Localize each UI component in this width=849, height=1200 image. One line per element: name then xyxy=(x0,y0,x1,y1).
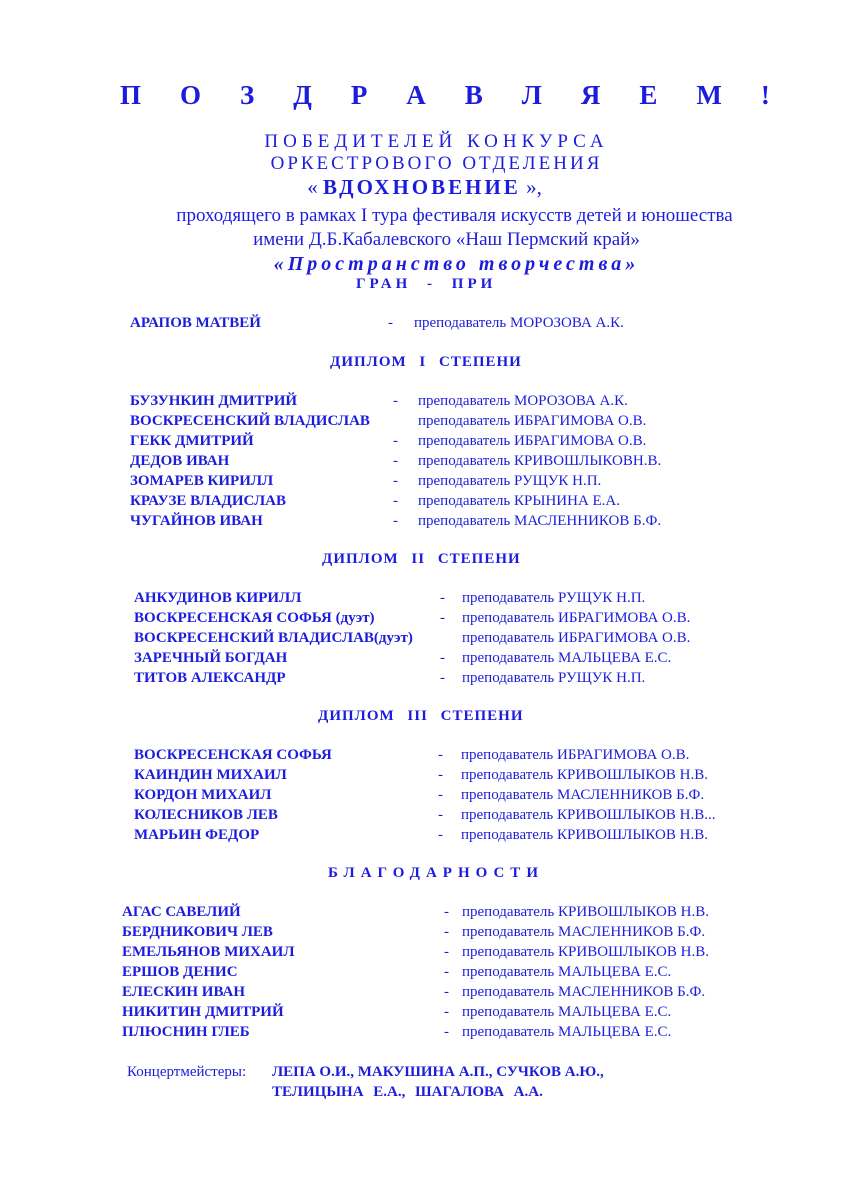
contest-title: ВДОХНОВЕНИЕ xyxy=(322,175,521,199)
row-dash: - xyxy=(438,827,443,843)
teacher-name: преподаватель МАЛЬЦЕВА Е.С. xyxy=(462,1024,672,1040)
teacher-name: преподаватель КРИВОШЛЫКОВ Н.В. xyxy=(462,944,709,960)
title-letter: Е xyxy=(639,80,658,110)
award-row xyxy=(0,590,849,610)
award-row xyxy=(0,747,849,767)
title-letter: Р xyxy=(350,80,368,110)
title-letter: ! xyxy=(760,80,770,110)
award-row xyxy=(0,767,849,787)
teacher-name: преподаватель МАЛЬЦЕВА Е.С. xyxy=(462,964,672,980)
subtitle-line-2: ОРКЕСТРОВОГО ОТДЕЛЕНИЯ xyxy=(270,153,603,174)
award-row xyxy=(0,650,849,670)
student-name: КОЛЕСНИКОВ ЛЕВ xyxy=(134,807,278,823)
award-row xyxy=(0,827,849,847)
award-row xyxy=(0,610,849,630)
quote-close: », xyxy=(526,175,542,199)
teacher-name: преподаватель КРИВОШЛЫКОВ Н.В. xyxy=(461,767,708,783)
student-name: ГЕКК ДМИТРИЙ xyxy=(130,433,254,449)
row-dash: - xyxy=(440,610,445,626)
title-letter: М xyxy=(696,80,722,110)
festival-line-2: имени Д.Б.Кабалевского «Наш Пермский край» xyxy=(253,229,640,250)
award-row xyxy=(0,453,849,473)
row-dash: - xyxy=(444,904,449,920)
row-dash: - xyxy=(393,493,398,509)
teacher-name: преподаватель ИБРАГИМОВА О.В. xyxy=(418,433,647,449)
row-dash: - xyxy=(438,807,443,823)
row-dash: - xyxy=(438,747,443,763)
teacher-name: преподаватель МАЛЬЦЕВА Е.С. xyxy=(462,650,672,666)
award-row xyxy=(0,904,849,924)
title-letter: В xyxy=(464,80,483,110)
title-letter: О xyxy=(180,80,202,110)
award-row xyxy=(0,670,849,690)
award-row xyxy=(0,964,849,984)
teacher-name: преподаватель КРИВОШЛЫКОВН.В. xyxy=(418,453,662,469)
student-name: АРАПОВ МАТВЕЙ xyxy=(130,315,261,331)
teacher-name: преподаватель РУЩУК Н.П. xyxy=(462,670,646,686)
student-name: КОРДОН МИХАИЛ xyxy=(134,787,272,803)
section-heading-diploma3: ДИПЛОМ III СТЕПЕНИ xyxy=(318,708,524,724)
student-name: ЗАРЕЧНЫЙ БОГДАН xyxy=(134,650,288,666)
award-row xyxy=(0,513,849,533)
teacher-name: преподаватель КРИВОШЛЫКОВ Н.В. xyxy=(461,827,708,843)
teacher-name: преподаватель КРИВОШЛЫКОВ Н.В... xyxy=(461,807,716,823)
teacher-name: преподаватель КРЫНИНА Е.А. xyxy=(418,493,621,509)
festival-line-1: проходящего в рамках I тура фестиваля искусств детей и юношества xyxy=(176,205,733,226)
section-heading-thanks: БЛАГОДАРНОСТИ xyxy=(328,865,544,881)
teacher-name: преподаватель МАСЛЕННИКОВ Б.Ф. xyxy=(461,787,705,803)
award-row xyxy=(0,315,849,335)
teacher-name: преподаватель ИБРАГИМОВА О.В. xyxy=(461,747,690,763)
teacher-name: преподаватель МОРОЗОВА А.К. xyxy=(418,393,628,409)
award-row xyxy=(0,787,849,807)
row-dash: - xyxy=(438,787,443,803)
award-row xyxy=(0,473,849,493)
student-name: ЕРШОВ ДЕНИС xyxy=(122,964,238,980)
row-dash: - xyxy=(444,984,449,1000)
award-row xyxy=(0,413,849,433)
award-row xyxy=(0,924,849,944)
section-heading-diploma1: ДИПЛОМ I СТЕПЕНИ xyxy=(330,354,522,370)
teacher-name: преподаватель ИБРАГИМОВА О.В. xyxy=(418,413,647,429)
title-letter: З xyxy=(240,80,255,110)
festival-motto: «Пространство творчества» xyxy=(273,253,640,275)
row-dash: - xyxy=(444,964,449,980)
teacher-name: преподаватель МАСЛЕННИКОВ Б.Ф. xyxy=(462,924,706,940)
award-row xyxy=(0,493,849,513)
teacher-name: преподаватель МАЛЬЦЕВА Е.С. xyxy=(462,1004,672,1020)
row-dash: - xyxy=(440,650,445,666)
student-name: НИКИТИН ДМИТРИЙ xyxy=(122,1004,284,1020)
teacher-name: преподаватель КРИВОШЛЫКОВ Н.В. xyxy=(462,904,709,920)
page-title xyxy=(120,80,770,111)
award-row xyxy=(0,433,849,453)
contest-name xyxy=(0,175,849,200)
student-name: ЧУГАЙНОВ ИВАН xyxy=(130,513,263,529)
student-name: КРАУЗЕ ВЛАДИСЛАВ xyxy=(130,493,287,509)
teacher-name: преподаватель РУЩУК Н.П. xyxy=(418,473,602,489)
student-name: АГАС САВЕЛИЙ xyxy=(122,904,241,920)
title-letter: Я xyxy=(580,80,601,110)
award-row xyxy=(0,393,849,413)
student-name: АНКУДИНОВ КИРИЛЛ xyxy=(134,590,302,606)
row-dash: - xyxy=(393,473,398,489)
student-name: МАРЬИН ФЕДОР xyxy=(134,827,260,843)
title-letter: Л xyxy=(521,80,542,110)
student-name: БУЗУНКИН ДМИТРИЙ xyxy=(130,393,298,409)
award-row xyxy=(0,807,849,827)
award-row xyxy=(0,944,849,964)
row-dash: - xyxy=(444,1024,449,1040)
subtitle-line-1: ПОБЕДИТЕЛЕЙ КОНКУРСА xyxy=(264,131,609,152)
row-dash: - xyxy=(393,513,398,529)
quote-open: « xyxy=(307,175,318,199)
title-letter: Д xyxy=(293,80,312,110)
student-name: ЕМЕЛЬЯНОВ МИХАИЛ xyxy=(122,944,295,960)
row-dash: - xyxy=(440,670,445,686)
row-dash: - xyxy=(393,393,398,409)
accompanists-line-2: ТЕЛИЦЫНА Е.А., ШАГАЛОВА А.А. xyxy=(272,1084,543,1100)
accompanists-label: Концертмейстеры: xyxy=(127,1064,247,1080)
title-letter: А xyxy=(406,80,426,110)
student-name: ДЕДОВ ИВАН xyxy=(130,453,230,469)
award-row xyxy=(0,1004,849,1024)
student-name: ТИТОВ АЛЕКСАНДР xyxy=(134,670,286,686)
student-name: ПЛЮСНИН ГЛЕБ xyxy=(122,1024,250,1040)
student-name: ВОСКРЕСЕНСКИЙ ВЛАДИСЛАВ(дуэт) xyxy=(134,630,413,646)
row-dash: - xyxy=(393,433,398,449)
title-letter: П xyxy=(120,80,142,110)
section-heading-diploma2: ДИПЛОМ II СТЕПЕНИ xyxy=(322,551,521,567)
row-dash: - xyxy=(444,944,449,960)
award-row xyxy=(0,1024,849,1044)
student-name: БЕРДНИКОВИЧ ЛЕВ xyxy=(122,924,273,940)
student-name: ВОСКРЕСЕНСКИЙ ВЛАДИСЛАВ xyxy=(130,413,370,429)
teacher-name: преподаватель ИБРАГИМОВА О.В. xyxy=(462,630,691,646)
row-dash: - xyxy=(444,1004,449,1020)
accompanists-line-1: ЛЕПА О.И., МАКУШИНА А.П., СУЧКОВ А.Ю., xyxy=(272,1064,604,1080)
row-dash: - xyxy=(438,767,443,783)
student-name: ВОСКРЕСЕНСКАЯ СОФЬЯ xyxy=(134,747,332,763)
row-dash: - xyxy=(388,315,393,331)
teacher-name: преподаватель МАСЛЕННИКОВ Б.Ф. xyxy=(418,513,662,529)
award-row xyxy=(0,984,849,1004)
student-name: ВОСКРЕСЕНСКАЯ СОФЬЯ (дуэт) xyxy=(134,610,375,626)
section-heading-grand-prix: ГРАН - ПРИ xyxy=(356,276,497,292)
student-name: ЗОМАРЕВ КИРИЛЛ xyxy=(130,473,274,489)
row-dash: - xyxy=(444,924,449,940)
teacher-name: преподаватель РУЩУК Н.П. xyxy=(462,590,646,606)
teacher-name: преподаватель МАСЛЕННИКОВ Б.Ф. xyxy=(462,984,706,1000)
row-dash: - xyxy=(393,453,398,469)
student-name: ЕЛЕСКИН ИВАН xyxy=(122,984,246,1000)
award-row xyxy=(0,630,849,650)
student-name: КАИНДИН МИХАИЛ xyxy=(134,767,287,783)
teacher-name: преподаватель МОРОЗОВА А.К. xyxy=(414,315,624,331)
row-dash: - xyxy=(440,590,445,606)
teacher-name: преподаватель ИБРАГИМОВА О.В. xyxy=(462,610,691,626)
